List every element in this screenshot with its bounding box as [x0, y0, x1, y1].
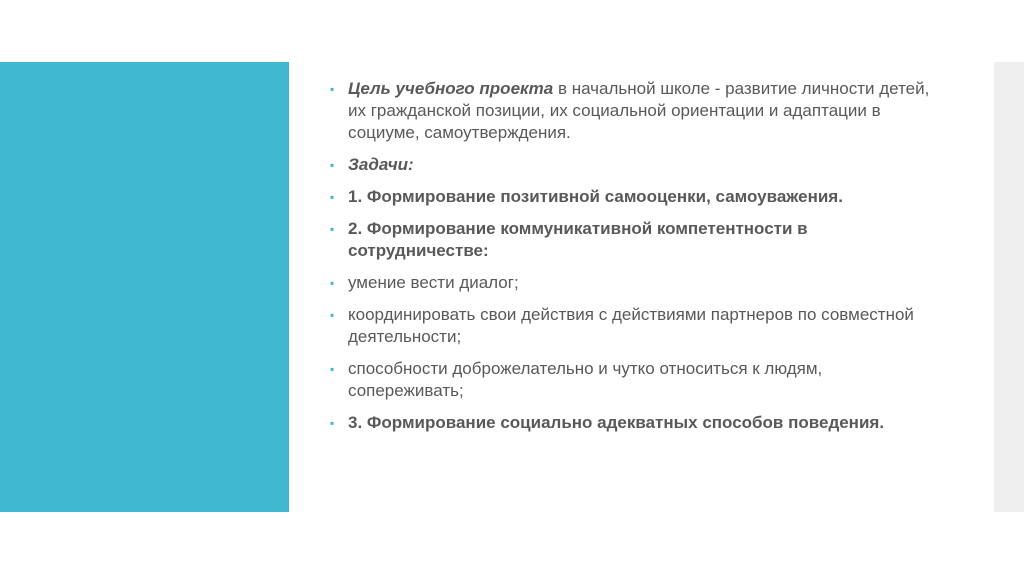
subtask-dialog-text: умение вести диалог; — [348, 273, 519, 292]
list-item-subtask-empathy — [330, 358, 930, 402]
list-item-subtask-coordinate — [330, 304, 930, 348]
bullet-icon: ▪ — [330, 416, 335, 430]
goal-text: в начальной школе - развитие личности детей, их гражданской позиции, их социальной ориентации и адаптации в социуме, самоутверждения. — [348, 79, 930, 142]
list-item-task-3 — [330, 412, 930, 434]
bullet-icon: ▪ — [330, 82, 335, 96]
goal-lead: Цель учебного проекта — [348, 79, 554, 98]
list-item-goal — [330, 78, 930, 144]
accent-panel — [0, 62, 289, 512]
list-item-tasks-heading — [330, 154, 930, 176]
bullet-icon: ▪ — [330, 158, 335, 172]
list-item-task-2 — [330, 218, 930, 262]
list-item-task-1 — [330, 186, 930, 208]
right-scroll-strip — [994, 62, 1024, 512]
bullet-icon: ▪ — [330, 308, 335, 322]
task-1-text: 1. Формирование позитивной самооценки, самоуважения. — [348, 187, 843, 206]
task-2-text: 2. Формирование коммуникативной компетентности в сотрудничестве: — [348, 219, 808, 260]
list-item-subtask-dialog — [330, 272, 930, 294]
task-3-text: 3. Формирование социально адекватных способов поведения. — [348, 413, 885, 432]
bullet-icon: ▪ — [330, 222, 335, 236]
bullet-icon: ▪ — [330, 276, 335, 290]
bullet-icon: ▪ — [330, 190, 335, 204]
subtask-empathy-text: способности доброжелательно и чутко относиться к людям, сопереживать; — [348, 359, 823, 400]
subtask-coordinate-text: координировать свои действия с действиями партнеров по совместной деятельности; — [348, 305, 914, 346]
slide — [0, 62, 1024, 512]
tasks-heading: Задачи: — [348, 155, 414, 174]
bullet-icon: ▪ — [330, 362, 335, 376]
bullet-list — [330, 78, 930, 444]
